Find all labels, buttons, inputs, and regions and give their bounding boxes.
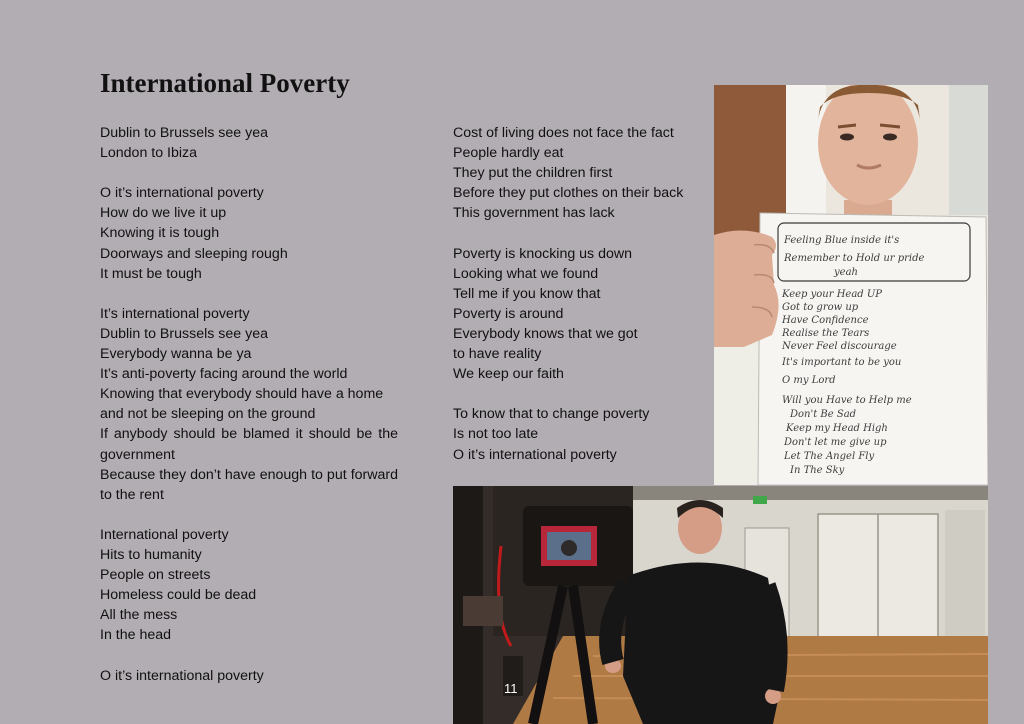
stanza	[453, 123, 703, 223]
poem-line: They put the children first	[453, 165, 613, 182]
poem-line: Poverty is knocking us down	[453, 245, 633, 262]
poem-line: O it’s international poverty	[100, 667, 264, 684]
stanza	[100, 123, 398, 163]
poem-line: Poverty is around	[453, 305, 564, 322]
poem-line: Because they don’t have enough to put forward to the rent	[100, 466, 398, 503]
poem-line: If anybody should be blamed it should be the government	[100, 426, 398, 463]
note-line: O my Lord	[782, 375, 836, 386]
photo-man-holding-note-image	[714, 85, 988, 485]
poem-line: O it’s international poverty	[453, 446, 617, 463]
poem-line: Doorways and sleeping rough	[100, 245, 288, 262]
poem-line: All the mess	[100, 607, 178, 624]
note-line: Remember to Hold ur pride	[784, 253, 925, 264]
poem-line: We keep our faith	[453, 366, 564, 383]
stanza	[453, 404, 703, 464]
poem-line: Dublin to Brussels see yea	[100, 125, 268, 141]
poem-line: It’s international poverty	[100, 305, 250, 322]
note-line: Let The Angel Fly	[784, 451, 875, 462]
poem-line: It’s anti-poverty facing around the world	[100, 366, 348, 383]
poem-line: Tell me if you know that	[453, 285, 601, 302]
note-line: Feeling Blue inside it's	[784, 235, 900, 246]
note-line: Realise the Tears	[782, 328, 870, 339]
poem-line: O it’s international poverty	[100, 185, 264, 202]
note-line: In The Sky	[790, 465, 845, 476]
poem-line: and not be sleeping on the ground	[100, 406, 316, 423]
poem-line: People hardly eat	[453, 145, 564, 162]
poem-line: Dublin to Brussels see yea	[100, 325, 268, 342]
note-line: Keep my Head High	[786, 423, 888, 434]
poem-line: London to Ibiza	[100, 145, 198, 162]
poem-line: People on streets	[100, 567, 211, 584]
poem-line: Cost of living does not face the fact	[453, 125, 674, 141]
poem-line: Knowing that everybody should have a home	[100, 386, 384, 403]
poem-line: Is not too late	[453, 426, 539, 443]
note-line: Keep your Head UP	[782, 289, 883, 300]
poem-line: to have reality	[453, 346, 542, 363]
page-title: International Poverty	[100, 68, 350, 98]
poem-line: To know that to change poverty	[453, 406, 650, 423]
poem-line: This government has lack	[453, 205, 615, 222]
poem-line: Looking what we found	[453, 265, 599, 282]
stanza	[100, 304, 398, 505]
poem-column-left	[100, 123, 398, 706]
poem-line: How do we live it up	[100, 205, 227, 222]
note-line: Don't let me give up	[784, 437, 887, 448]
poem-line: Hits to humanity	[100, 546, 202, 563]
note-line: Got to grow up	[782, 302, 859, 313]
stanza	[100, 525, 398, 646]
stanza	[453, 244, 703, 385]
poem-column-right	[453, 123, 703, 485]
poem-line: Everybody knows that we got	[453, 325, 638, 342]
poem-line: Homeless could be dead	[100, 587, 257, 604]
photo-man-holding-note	[714, 85, 988, 485]
note-line: yeah	[834, 267, 858, 278]
photo-man-speaking-hall-image	[453, 486, 988, 724]
poem-line: Knowing it is tough	[100, 225, 220, 242]
stanza	[100, 666, 398, 686]
note-line: Don't Be Sad	[790, 409, 857, 420]
poem-line: Before they put clothes on their back	[453, 185, 684, 202]
note-line: Will you Have to Help me	[782, 395, 912, 406]
note-line: Never Feel discourage	[782, 341, 897, 352]
stanza	[100, 183, 398, 283]
page-number: 11	[504, 681, 518, 696]
poem-line: International poverty	[100, 526, 229, 543]
poem-line: Everybody wanna be ya	[100, 346, 252, 363]
note-line: Have Confidence	[782, 315, 869, 326]
photo-man-speaking-hall	[453, 486, 988, 724]
note-line: It's important to be you	[782, 357, 902, 368]
poem-line: It must be tough	[100, 265, 202, 282]
poem-line: In the head	[100, 627, 171, 644]
